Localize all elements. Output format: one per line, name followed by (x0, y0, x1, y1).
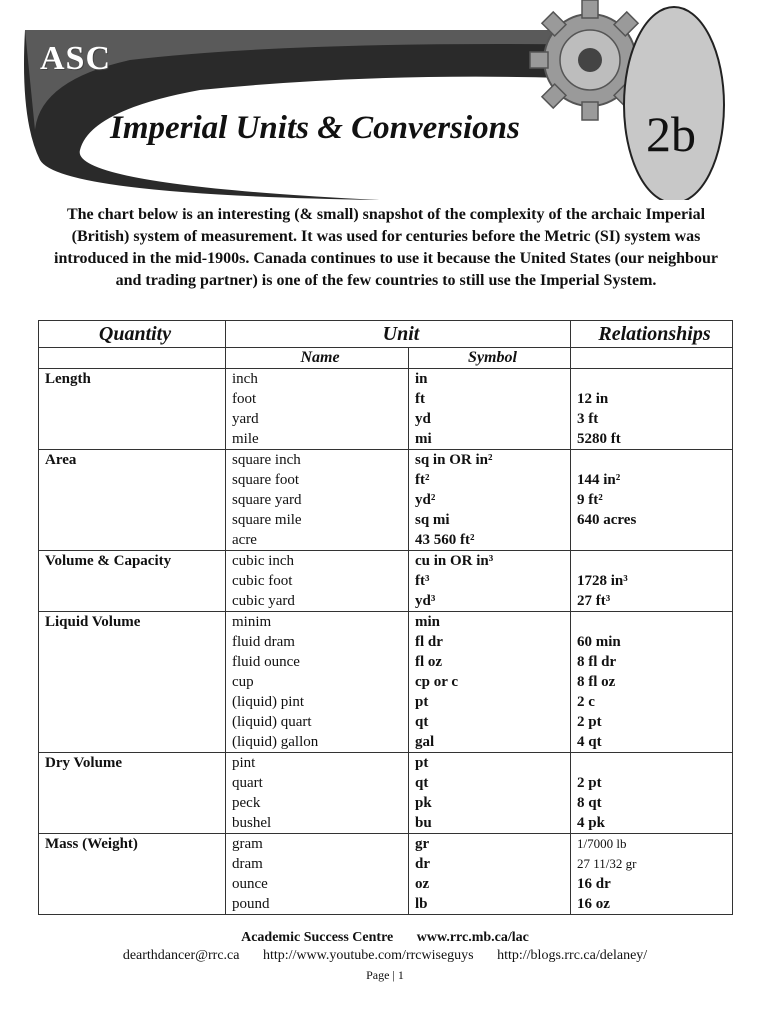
page-title: Imperial Units & Conversions (110, 110, 520, 146)
table-row (39, 490, 733, 510)
unit-name-cell: pound (226, 894, 409, 915)
table-row (39, 793, 733, 813)
quantity-cell (39, 389, 226, 409)
unit-symbol-cell: ft² (409, 470, 571, 490)
unit-symbol-cell: cu in OR in³ (409, 551, 571, 572)
unit-symbol-cell: cp or c (409, 672, 571, 692)
table-row (39, 369, 733, 390)
unit-symbol-cell: dr (409, 854, 571, 874)
header-relationships: Relationships (571, 321, 733, 348)
table-row (39, 409, 733, 429)
page-header (0, 0, 770, 200)
unit-name-cell: acre (226, 530, 409, 551)
quantity-cell (39, 894, 226, 915)
relationship-cell (571, 450, 733, 471)
quantity-cell (39, 591, 226, 612)
quantity-cell (39, 672, 226, 692)
relationship-cell (571, 753, 733, 774)
table-row (39, 591, 733, 612)
footer-email-link[interactable]: dearthdancer@rrc.ca (122, 948, 240, 963)
quantity-cell (39, 692, 226, 712)
quantity-cell (39, 409, 226, 429)
unit-symbol-cell: gr (409, 834, 571, 855)
unit-symbol-cell: pt (409, 753, 571, 774)
header-unit: Unit (226, 321, 571, 348)
unit-name-cell: quart (226, 773, 409, 793)
unit-name-cell: fluid dram (226, 632, 409, 652)
unit-symbol-cell: lb (409, 894, 571, 915)
unit-symbol-cell: oz (409, 874, 571, 894)
table-row (39, 551, 733, 572)
table-row (39, 470, 733, 490)
unit-name-cell: fluid ounce (226, 652, 409, 672)
unit-symbol-cell: ft (409, 389, 571, 409)
footer-youtube-link[interactable]: http://www.youtube.com/rrcwiseguys (262, 948, 474, 963)
unit-name-cell: yard (226, 409, 409, 429)
relationship-cell: 5280 ft (571, 429, 733, 450)
subheader-symbol: Symbol (409, 348, 571, 369)
quantity-cell (39, 429, 226, 450)
table-row (39, 510, 733, 530)
quantity-cell (39, 470, 226, 490)
unit-symbol-cell: fl oz (409, 652, 571, 672)
footer-line-1 (0, 930, 770, 946)
unit-name-cell: pint (226, 753, 409, 774)
unit-symbol-cell: ft³ (409, 571, 571, 591)
footer-blog-link[interactable]: http://blogs.rrc.ca/delaney/ (497, 948, 648, 963)
relationship-cell (571, 551, 733, 572)
relationship-cell: 2 pt (571, 773, 733, 793)
table-row (39, 612, 733, 633)
table-row (39, 530, 733, 551)
quantity-cell: Area (39, 450, 226, 471)
quantity-cell (39, 773, 226, 793)
relationship-cell: 2 c (571, 692, 733, 712)
unit-symbol-cell: sq mi (409, 510, 571, 530)
unit-symbol-cell: qt (409, 712, 571, 732)
unit-symbol-cell: in (409, 369, 571, 390)
footer-site-link[interactable]: www.rrc.mb.ca/lac (416, 930, 529, 945)
relationship-cell: 3 ft (571, 409, 733, 429)
unit-symbol-cell: yd² (409, 490, 571, 510)
unit-symbol-cell: sq in OR in² (409, 450, 571, 471)
unit-name-cell: square mile (226, 510, 409, 530)
units-table (38, 320, 733, 915)
relationship-cell (571, 612, 733, 633)
relationship-cell: 4 qt (571, 732, 733, 753)
quantity-cell (39, 490, 226, 510)
unit-name-cell: peck (226, 793, 409, 813)
unit-symbol-cell: gal (409, 732, 571, 753)
unit-name-cell: (liquid) quart (226, 712, 409, 732)
relationship-cell: 1/7000 lb (571, 834, 733, 855)
table-row (39, 813, 733, 834)
table-row (39, 753, 733, 774)
table-row (39, 834, 733, 855)
page-number: Page | 1 (366, 968, 404, 982)
intro-paragraph: The chart below is an interesting (& small) snapshot of the complexity of the archaic Imperial (British) system of measurement. It was used for centuries before the Metric (SI) system was introduced in the mid-1900s. Canada continues to use it because the United States (our neighbour and trading partner) is one of the few countries to still use the Imperial System. (54, 206, 718, 289)
unit-name-cell: cup (226, 672, 409, 692)
quantity-cell (39, 652, 226, 672)
table-row (39, 652, 733, 672)
quantity-cell: Dry Volume (39, 753, 226, 774)
quantity-cell (39, 571, 226, 591)
quantity-cell (39, 793, 226, 813)
unit-name-cell: cubic yard (226, 591, 409, 612)
unit-name-cell: square yard (226, 490, 409, 510)
unit-symbol-cell: yd³ (409, 591, 571, 612)
relationship-cell: 8 qt (571, 793, 733, 813)
quantity-cell: Length (39, 369, 226, 390)
table-row (39, 389, 733, 409)
unit-name-cell: (liquid) gallon (226, 732, 409, 753)
subheader-name: Name (226, 348, 409, 369)
footer-org: Academic Success Centre (241, 930, 394, 945)
unit-name-cell: foot (226, 389, 409, 409)
unit-name-cell: mile (226, 429, 409, 450)
header-swoosh-graphic (0, 0, 770, 200)
relationship-cell: 27 ft³ (571, 591, 733, 612)
unit-symbol-cell: pk (409, 793, 571, 813)
table-row (39, 854, 733, 874)
unit-symbol-cell: qt (409, 773, 571, 793)
table-row (39, 450, 733, 471)
header-quantity: Quantity (39, 321, 226, 348)
unit-name-cell: square foot (226, 470, 409, 490)
table-row (39, 712, 733, 732)
relationship-cell: 144 in² (571, 470, 733, 490)
relationship-cell: 2 pt (571, 712, 733, 732)
unit-symbol-cell: 43 560 ft² (409, 530, 571, 551)
relationship-cell (571, 369, 733, 390)
quantity-cell (39, 712, 226, 732)
table-row (39, 874, 733, 894)
unit-name-cell: gram (226, 834, 409, 855)
relationship-cell: 8 fl oz (571, 672, 733, 692)
quantity-cell (39, 854, 226, 874)
unit-name-cell: (liquid) pint (226, 692, 409, 712)
unit-name-cell: minim (226, 612, 409, 633)
relationship-cell: 27 11/32 gr (571, 854, 733, 874)
table-row (39, 732, 733, 753)
quantity-cell (39, 874, 226, 894)
relationship-cell: 60 min (571, 632, 733, 652)
unit-name-cell: cubic inch (226, 551, 409, 572)
table-row (39, 571, 733, 591)
unit-name-cell: square inch (226, 450, 409, 471)
relationship-cell: 9 ft² (571, 490, 733, 510)
relationship-cell: 8 fl dr (571, 652, 733, 672)
table-row (39, 429, 733, 450)
quantity-cell: Liquid Volume (39, 612, 226, 633)
table-row (39, 672, 733, 692)
relationship-cell: 1728 in³ (571, 571, 733, 591)
table-row (39, 632, 733, 652)
table-row (39, 894, 733, 915)
unit-name-cell: bushel (226, 813, 409, 834)
footer-line-2 (0, 948, 770, 964)
quantity-cell: Mass (Weight) (39, 834, 226, 855)
unit-symbol-cell: min (409, 612, 571, 633)
quantity-cell: Volume & Capacity (39, 551, 226, 572)
relationship-cell: 4 pk (571, 813, 733, 834)
badge-oval (624, 7, 724, 200)
quantity-cell (39, 530, 226, 551)
relationship-cell: 16 oz (571, 894, 733, 915)
unit-name-cell: ounce (226, 874, 409, 894)
relationship-cell: 640 acres (571, 510, 733, 530)
relationship-cell: 16 dr (571, 874, 733, 894)
subheader-row (39, 348, 733, 369)
unit-symbol-cell: yd (409, 409, 571, 429)
section-badge: 2b (646, 106, 696, 162)
unit-name-cell: inch (226, 369, 409, 390)
table-row (39, 692, 733, 712)
table-row (39, 773, 733, 793)
unit-name-cell: dram (226, 854, 409, 874)
unit-symbol-cell: fl dr (409, 632, 571, 652)
unit-name-cell: cubic foot (226, 571, 409, 591)
quantity-cell (39, 510, 226, 530)
logo-text: ASC (40, 40, 112, 77)
relationship-cell (571, 530, 733, 551)
quantity-cell (39, 632, 226, 652)
quantity-cell (39, 813, 226, 834)
unit-symbol-cell: bu (409, 813, 571, 834)
unit-symbol-cell: pt (409, 692, 571, 712)
quantity-cell (39, 732, 226, 753)
unit-symbol-cell: mi (409, 429, 571, 450)
relationship-cell: 12 in (571, 389, 733, 409)
